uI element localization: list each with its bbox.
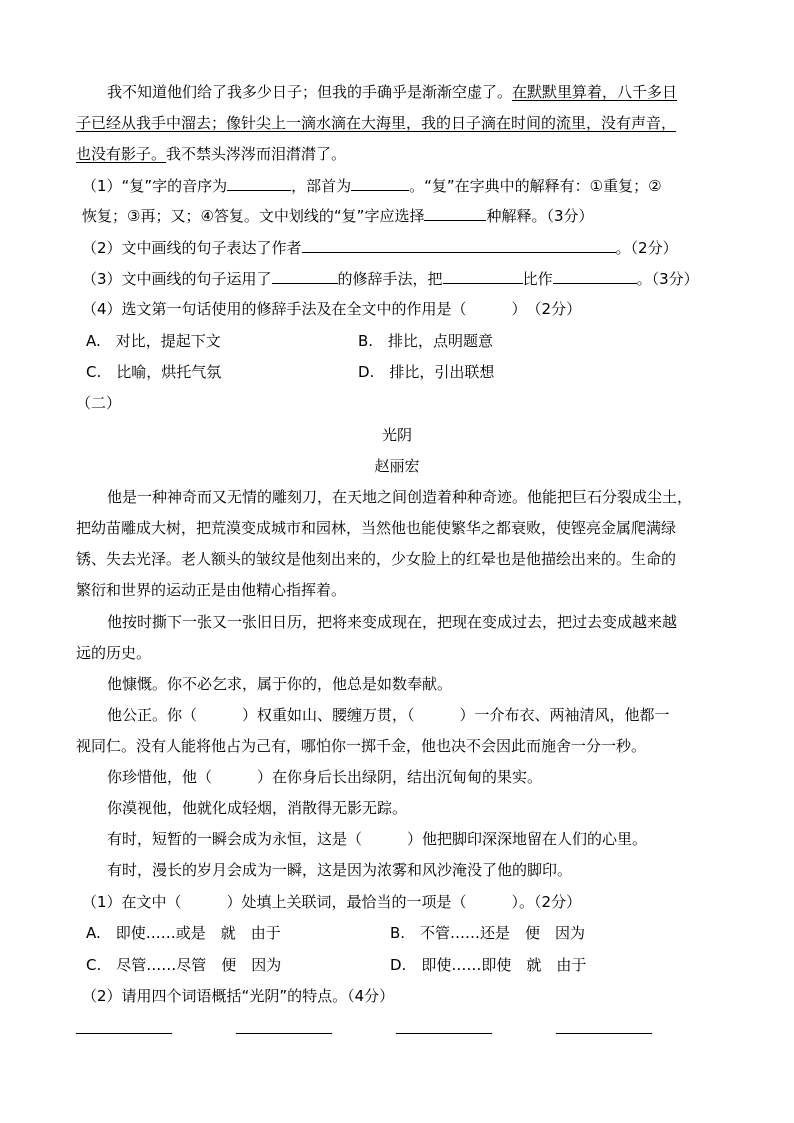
question-4: （4）选文第一句话使用的修辞手法及在全文中的作用是（ ） （2分） [82, 300, 582, 318]
passage1-line3 [76, 143, 346, 165]
answer-blank[interactable] [272, 267, 338, 284]
passage-author: 赵丽宏 [374, 457, 420, 475]
answer-blank[interactable] [424, 204, 486, 221]
q3-text: 。（3分） [636, 270, 699, 288]
passage2-line: 远的历史。 [76, 644, 152, 662]
passage2-line: 有时，漫长的岁月会成为一瞬，这是因为浓雾和风沙淹没了他的脚印。 [107, 861, 573, 879]
underlined-sentence: 子已经从我手中溜去；像针尖上一滴水滴在大海里，我的日子滴在时间的流里，没有声音， [76, 114, 677, 132]
q2-text: （2）文中画线的句子表达了作者 [82, 239, 302, 257]
passage2-line: 他公正。你（ ）权重如山、腰缠万贯，（ ）一介布衣、两袖清风，他都一 [107, 706, 670, 724]
option-c[interactable]: C. 比喻，烘托气氛 [86, 363, 222, 381]
passage1-line1 [107, 81, 677, 103]
q1-text: ，部首为 [291, 177, 352, 195]
q3-text: 的修辞手法，把 [337, 270, 443, 288]
underlined-sentence: 在默默里算着，八千多日 [512, 83, 678, 101]
passage2-line: 他是一种神奇而又无情的雕刻刀，在天地之间创造着种种奇迹。他能把巨石分裂成尘土， [107, 488, 693, 506]
answer-line-4[interactable] [556, 1033, 652, 1034]
option-d[interactable]: D. 即使……即使 就 由于 [390, 956, 587, 974]
passage2-line: 锈、失去光泽。老人额头的皱纹是他刻出来的，少女脸上的红晕也是他描绘出来的。生命的 [76, 550, 677, 568]
answer-blank[interactable] [302, 236, 616, 253]
option-d[interactable]: D. 排比，引出联想 [358, 363, 495, 381]
passage-title: 光阴 [381, 426, 412, 444]
section-label: （二） [76, 394, 122, 412]
question-2 [82, 236, 678, 259]
passage2-line: 有时，短暂的一瞬会成为永恒，这是（ ）他把脚印深深地留在人们的心里。 [107, 830, 648, 848]
question-1-cont [82, 204, 594, 227]
q1-text: （1）“复”字的音序为 [82, 177, 228, 195]
question-6: （2）请用四个词语概括“光阴”的特点。（4分） [82, 987, 395, 1005]
q1-text: 种解释。（3分） [486, 207, 594, 225]
passage1-text: 我不知道他们给了我多少日子；但我的手确乎是渐渐空虚了。 [107, 83, 513, 101]
passage1-line2 [76, 112, 676, 134]
q2-text: 。（2分） [615, 239, 678, 257]
passage2-line: 你漠视他，他就化成轻烟，消散得无影无踪。 [107, 799, 408, 817]
passage2-line: 视同仁。没有人能将他占为己有，哪怕你一掷千金，他也决不会因此而施舍一分一秒。 [76, 737, 647, 755]
answer-line-2[interactable] [236, 1033, 332, 1034]
q1-text: 恢复；③再；又；④答复。文中划线的“复”字应选择 [82, 207, 425, 225]
option-a[interactable]: A. 即使……或是 就 由于 [86, 924, 281, 942]
option-c[interactable]: C. 尽管……尽管 便 因为 [86, 956, 282, 974]
passage2-line: 你珍惜他，他（ ）在你身后长出绿阴，结出沉甸甸的果实。 [107, 768, 543, 786]
question-5: （1）在文中（ ）处填上关联词，最恰当的一项是（ ）。（2分） [82, 893, 582, 911]
question-1 [82, 174, 662, 197]
q3-text: 比作 [522, 270, 553, 288]
answer-blank[interactable] [443, 267, 523, 284]
q3-text: （3）文中画线的句子运用了 [82, 270, 272, 288]
answer-blank[interactable] [351, 174, 409, 191]
passage2-line: 繁衍和世界的运动正是由他精心指挥着。 [76, 581, 347, 599]
underlined-sentence: 也没有影子。 [76, 145, 167, 163]
option-a[interactable]: A. 对比，提起下文 [86, 332, 221, 350]
answer-blank[interactable] [553, 267, 637, 284]
q1-text: 。“复”在字典中的解释有：①重复；② [409, 177, 662, 195]
passage2-line: 他按时撕下一张又一张旧日历，把将来变成现在，把现在变成过去，把过去变成越来越 [107, 613, 678, 631]
answer-line-3[interactable] [396, 1033, 492, 1034]
answer-blank[interactable] [227, 174, 291, 191]
answer-line-1[interactable] [76, 1033, 172, 1034]
passage2-line: 把幼苗雕成大树，把荒漠变成城市和园林，当然他也能使繁华之都衰败，使铿亮金属爬满绿 [76, 519, 677, 537]
option-b[interactable]: B. 不管……还是 便 因为 [390, 924, 586, 942]
option-b[interactable]: B. 排比，点明题意 [358, 332, 494, 350]
passage2-line: 他慷慨。你不必乞求，属于你的，他总是如数奉献。 [107, 675, 453, 693]
question-3 [82, 267, 699, 290]
passage1-text: 我不禁头涔涔而泪潸潸了。 [166, 145, 347, 163]
